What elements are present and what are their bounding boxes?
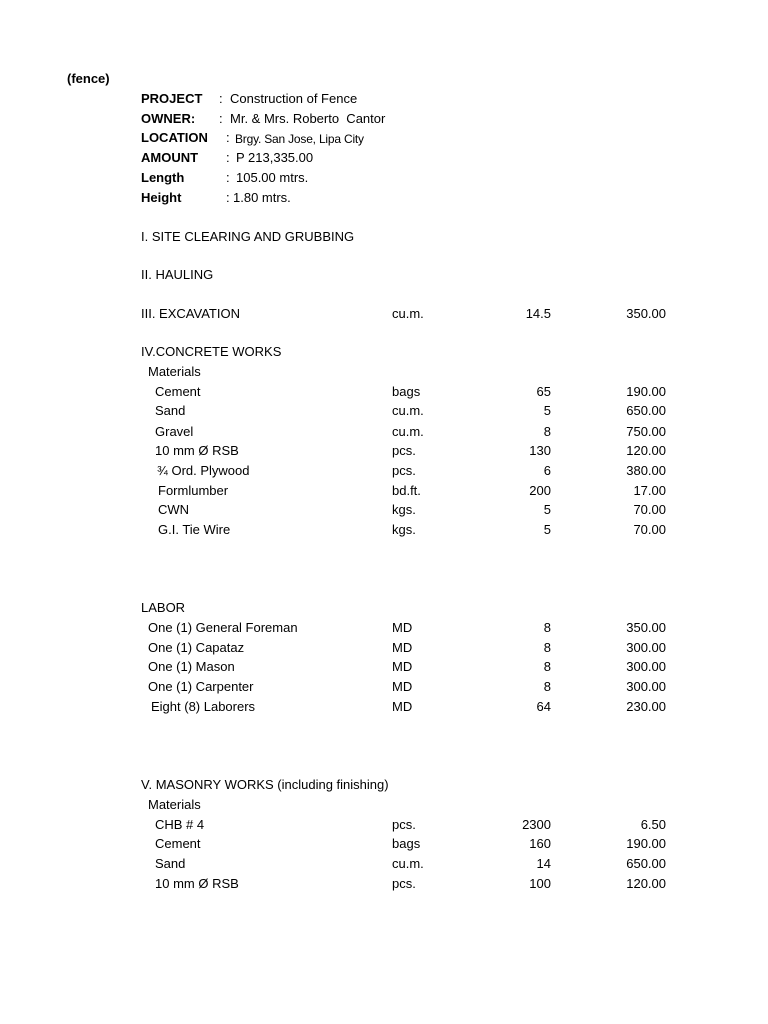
- concrete-materials-label: Materials: [148, 364, 201, 379]
- masonry-materials-label: Materials: [148, 797, 201, 812]
- item-unit: bags: [392, 384, 421, 399]
- table-row: [0, 856, 768, 872]
- excavation-label: III. EXCAVATION: [141, 306, 240, 321]
- labor-qty: 8: [543, 659, 551, 674]
- item-qty: 5: [543, 522, 551, 537]
- item-price: 6.50: [640, 817, 666, 832]
- labor-qty: 8: [543, 640, 551, 655]
- item-qty: 100: [529, 876, 551, 891]
- item-unit: bags: [392, 836, 421, 851]
- item-qty: 130: [529, 443, 551, 458]
- item-price: 380.00: [626, 463, 666, 478]
- project-value: Construction of Fence: [230, 91, 358, 106]
- item-price: 17.00: [633, 483, 666, 498]
- item-desc: Sand: [155, 403, 186, 418]
- section-site-clearing: I. SITE CLEARING AND GRUBBING: [141, 229, 355, 244]
- table-row: [0, 384, 768, 400]
- item-desc: CHB # 4: [155, 817, 205, 832]
- item-qty: 2300: [522, 817, 551, 832]
- labor-price: 230.00: [626, 699, 666, 714]
- item-desc: G.I. Tie Wire: [158, 522, 231, 537]
- excavation-row: [0, 306, 768, 322]
- item-price: 190.00: [626, 836, 666, 851]
- height-colon: :: [226, 190, 230, 205]
- labor-unit: MD: [392, 699, 413, 714]
- item-qty: 65: [536, 384, 551, 399]
- owner-colon: :: [219, 111, 223, 126]
- labor-unit: MD: [392, 659, 413, 674]
- item-price: 650.00: [626, 403, 666, 418]
- item-unit: pcs.: [392, 817, 416, 832]
- table-row: [0, 522, 768, 538]
- labor-desc: One (1) Mason: [148, 659, 235, 674]
- item-qty: 14: [536, 856, 551, 871]
- item-qty: 6: [543, 463, 551, 478]
- item-unit: kgs.: [392, 522, 416, 537]
- item-price: 120.00: [626, 443, 666, 458]
- labor-price: 300.00: [626, 679, 666, 694]
- excavation-qty: 14.5: [525, 306, 551, 321]
- location-label: LOCATION: [141, 130, 208, 145]
- item-desc: Cement: [155, 836, 201, 851]
- table-row: [0, 620, 768, 636]
- labor-unit: MD: [392, 640, 413, 655]
- item-qty: 200: [529, 483, 551, 498]
- item-desc: CWN: [158, 502, 190, 517]
- item-qty: 8: [543, 424, 551, 439]
- document-tag: (fence): [67, 71, 110, 86]
- item-unit: cu.m.: [392, 403, 424, 418]
- table-row: [0, 640, 768, 656]
- item-price: 70.00: [633, 502, 666, 517]
- amount-label: AMOUNT: [141, 150, 199, 165]
- amount-value: P 213,335.00: [236, 150, 314, 165]
- table-row: [0, 463, 768, 479]
- item-desc: Cement: [155, 384, 201, 399]
- item-price: 650.00: [626, 856, 666, 871]
- table-row: [0, 403, 768, 419]
- labor-desc: One (1) General Foreman: [148, 620, 298, 635]
- table-row: [0, 483, 768, 499]
- amount-colon: :: [226, 150, 230, 165]
- item-desc: 10 mm Ø RSB: [155, 443, 239, 458]
- item-qty: 5: [543, 403, 551, 418]
- item-unit: cu.m.: [392, 424, 424, 439]
- labor-desc: One (1) Capataz: [148, 640, 245, 655]
- item-unit: pcs.: [392, 876, 416, 891]
- item-unit: pcs.: [392, 463, 416, 478]
- table-row: [0, 679, 768, 695]
- item-unit: pcs.: [392, 443, 416, 458]
- labor-qty: 8: [543, 620, 551, 635]
- section-labor-title: LABOR: [141, 600, 186, 615]
- section-concrete-title: IV.CONCRETE WORKS: [141, 344, 282, 359]
- project-label: PROJECT: [141, 91, 203, 106]
- labor-desc: One (1) Carpenter: [148, 679, 254, 694]
- height-value: 1.80 mtrs.: [233, 190, 291, 205]
- location-colon: :: [226, 130, 230, 145]
- item-desc: Sand: [155, 856, 186, 871]
- owner-label: OWNER:: [141, 111, 196, 126]
- table-row: [0, 659, 768, 675]
- owner-value: Mr. & Mrs. Roberto Cantor: [230, 111, 386, 126]
- item-unit: bd.ft.: [392, 483, 421, 498]
- labor-unit: MD: [392, 679, 413, 694]
- excavation-unit: cu.m.: [392, 306, 424, 321]
- labor-qty: 64: [536, 699, 551, 714]
- table-row: [0, 502, 768, 518]
- table-row: [0, 443, 768, 459]
- item-price: 70.00: [633, 522, 666, 537]
- height-label: Height: [141, 190, 182, 205]
- labor-price: 350.00: [626, 620, 666, 635]
- length-colon: :: [226, 170, 230, 185]
- item-desc: 10 mm Ø RSB: [155, 876, 239, 891]
- item-qty: 160: [529, 836, 551, 851]
- labor-price: 300.00: [626, 659, 666, 674]
- labor-price: 300.00: [626, 640, 666, 655]
- table-row: [0, 424, 768, 440]
- table-row: [0, 699, 768, 715]
- table-row: [0, 876, 768, 892]
- item-unit: cu.m.: [392, 856, 424, 871]
- labor-desc: Eight (8) Laborers: [151, 699, 256, 714]
- excavation-price: 350.00: [626, 306, 666, 321]
- item-desc: ¾ Ord. Plywood: [157, 463, 250, 478]
- labor-unit: MD: [392, 620, 413, 635]
- section-masonry-title: V. MASONRY WORKS (including finishing): [141, 777, 389, 792]
- length-label: Length: [141, 170, 185, 185]
- section-hauling: II. HAULING: [141, 267, 214, 282]
- item-qty: 5: [543, 502, 551, 517]
- item-unit: kgs.: [392, 502, 416, 517]
- item-desc: Formlumber: [158, 483, 229, 498]
- table-row: [0, 836, 768, 852]
- location-value: Brgy. San Jose, Lipa City: [235, 132, 364, 146]
- item-price: 190.00: [626, 384, 666, 399]
- item-price: 750.00: [626, 424, 666, 439]
- table-row: [0, 817, 768, 833]
- labor-qty: 8: [543, 679, 551, 694]
- project-colon: :: [219, 91, 223, 106]
- item-price: 120.00: [626, 876, 666, 891]
- item-desc: Gravel: [155, 424, 194, 439]
- length-value: 105.00 mtrs.: [236, 170, 309, 185]
